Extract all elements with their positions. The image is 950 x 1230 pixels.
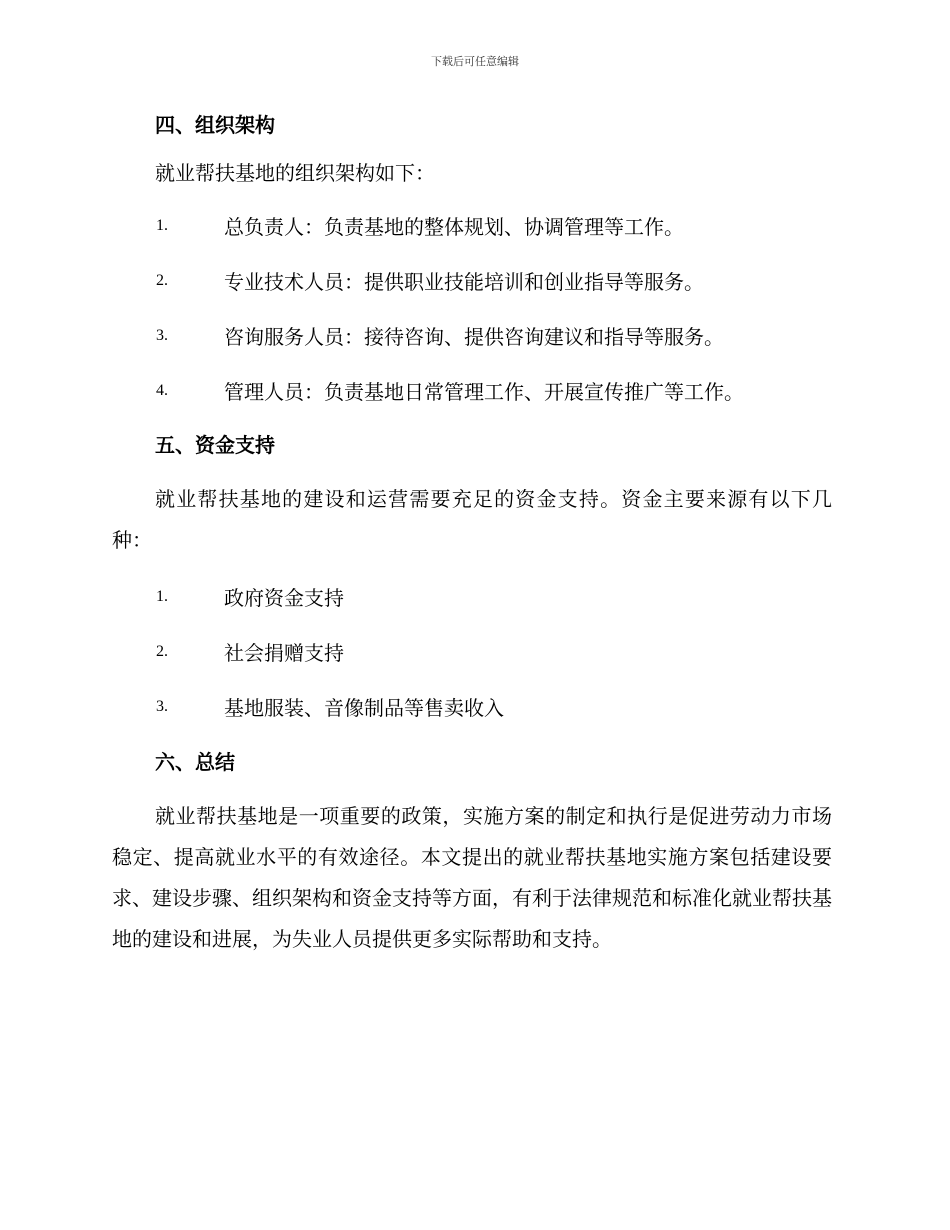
page-header: 下载后可任意编辑 <box>431 55 519 68</box>
list-text: 咨询服务人员：接待咨询、提供咨询建议和指导等服务。 <box>224 325 724 349</box>
list-item <box>112 253 832 308</box>
list-number: 2. <box>156 271 168 289</box>
section-heading-funding: 五、资金支持 <box>155 433 275 457</box>
list-text: 管理人员：负责基地日常管理工作、开展宣传推广等工作。 <box>224 380 744 404</box>
list-number: 3. <box>156 326 168 344</box>
section-intro-funding: 就业帮扶基地的建设和运营需要充足的资金支持。资金主要来源有以下几种： <box>112 487 832 552</box>
list-number: 1. <box>156 587 168 605</box>
section-heading-organization: 四、组织架构 <box>155 113 275 137</box>
list-text: 专业技术人员：提供职业技能培训和创业指导等服务。 <box>224 270 704 294</box>
list-item <box>112 198 832 253</box>
section-heading-summary: 六、总结 <box>155 750 235 774</box>
list-text: 总负责人：负责基地的整体规划、协调管理等工作。 <box>224 215 684 239</box>
section-intro-organization: 就业帮扶基地的组织架构如下： <box>155 161 435 185</box>
organization-list <box>112 198 832 418</box>
list-number: 2. <box>156 642 168 660</box>
list-text: 社会捐赠支持 <box>224 641 344 665</box>
funding-list <box>112 569 832 734</box>
document-body <box>112 110 832 960</box>
list-item <box>112 679 832 734</box>
list-number: 1. <box>156 216 168 234</box>
list-text: 基地服装、音像制品等售卖收入 <box>224 696 504 720</box>
list-item <box>112 624 832 679</box>
list-number: 4. <box>156 381 168 399</box>
list-item <box>112 308 832 363</box>
section-body-summary: 就业帮扶基地是一项重要的政策，实施方案的制定和执行是促进劳动力市场稳定、提高就业水平的有效途径。本文提出的就业帮扶基地实施方案包括建设要求、建设步骤、组织架构和资金支持等方面，有利于法律规范和标准化就业帮扶基地的建设和进展，为失业人员提供更多实际帮助和支持。 <box>112 804 832 951</box>
list-item <box>112 569 832 624</box>
list-text: 政府资金支持 <box>224 586 344 610</box>
list-item <box>112 363 832 418</box>
list-number: 3. <box>156 697 168 715</box>
